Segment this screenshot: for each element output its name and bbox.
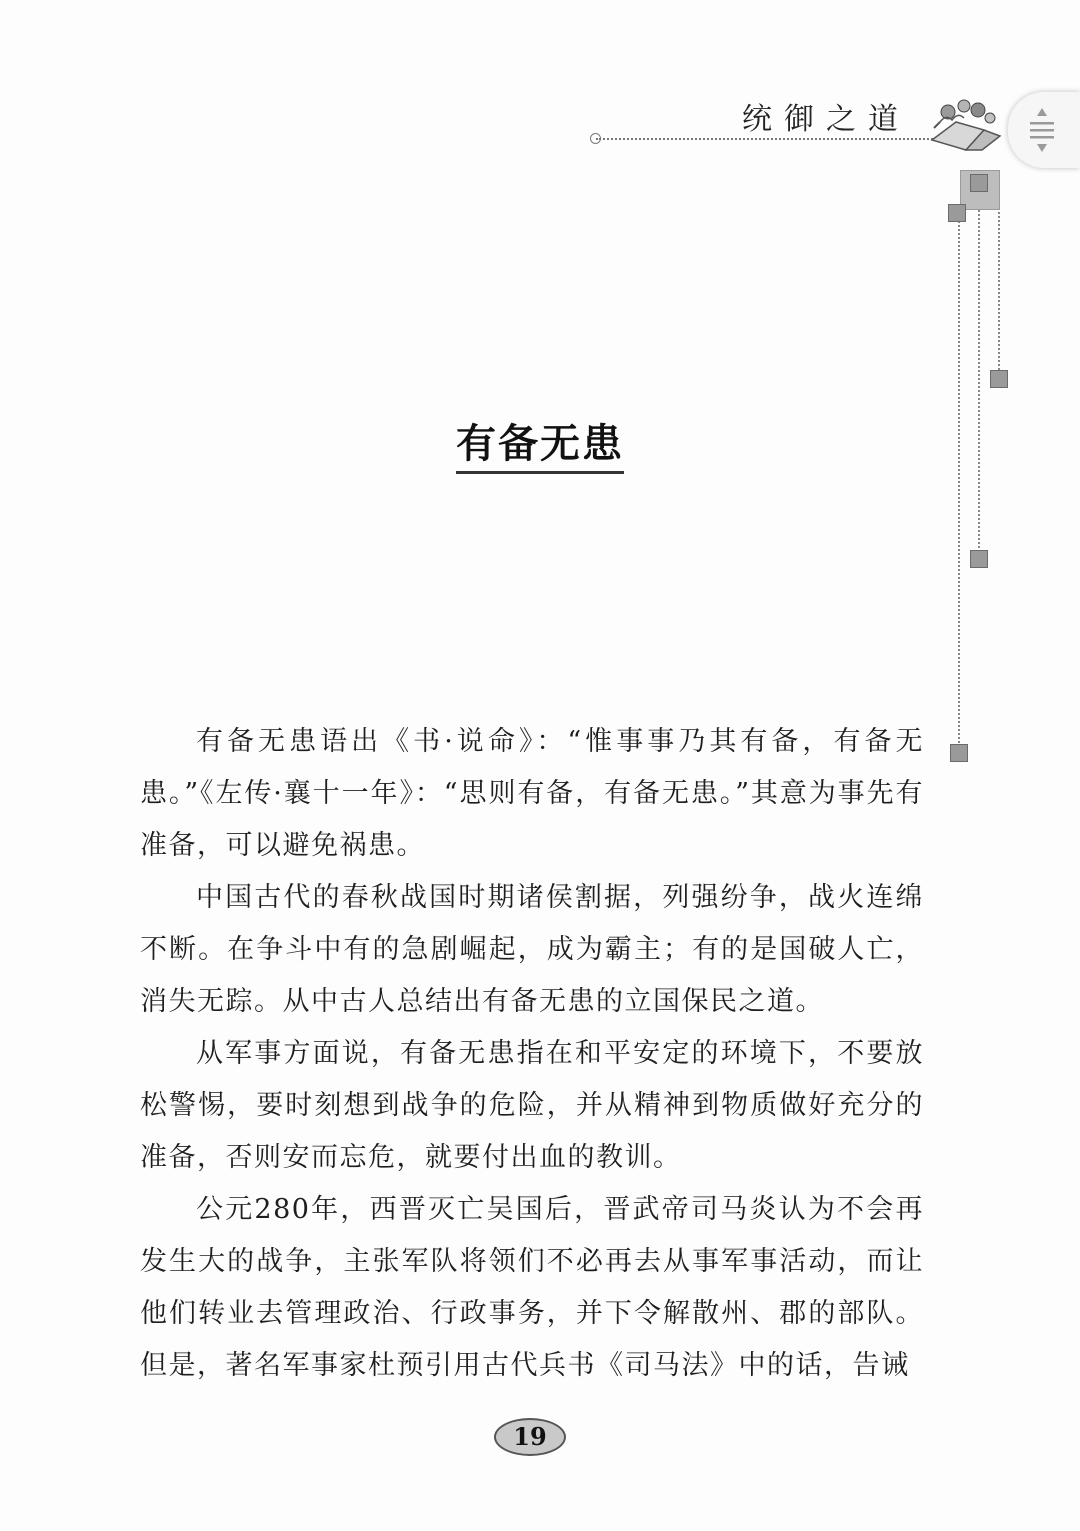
decor-square xyxy=(950,744,968,762)
decor-square xyxy=(990,370,1008,388)
decor-dotted-line-1 xyxy=(958,214,960,754)
decor-square xyxy=(970,174,988,192)
article-title-text: 有备无患 xyxy=(456,412,624,474)
paragraph: 有备无患语出《书·说命》：“惟事事乃其有备，有备无患。”《左传·襄十一年》：“思则有备，有备无患。”其意为事先有准备，可以避免祸患。 xyxy=(140,726,924,861)
scroll-menu-button[interactable] xyxy=(1008,92,1080,168)
page-number: 19 xyxy=(494,1418,566,1456)
article-body xyxy=(140,716,924,1392)
paragraph: 公元280年，西晋灭亡吴国后，晋武帝司马炎认为不会再发生大的战争，主张军队将领们不必再去从事军事活动，而让他们转业去管理政治、行政事务，并下令解散州、郡的部队。但是，著名军事家杜预引用古代兵书《司马法》中的话，告诫 xyxy=(140,1194,924,1381)
decor-square xyxy=(948,204,966,222)
paragraph: 从军事方面说，有备无患指在和平安定的环境下，不要放松警惕，要时刻想到战争的危险，并从精神到物质做好充分的准备，否则安而忘危，就要付出血的教训。 xyxy=(140,1038,924,1173)
book-flower-emblem-icon xyxy=(926,92,1006,152)
running-header-title: 统御之道 xyxy=(742,102,910,137)
paragraph: 中国古代的春秋战国时期诸侯割据，列强纷争，战火连绵不断。在争斗中有的急剧崛起，成为霸主；有的是国破人亡，消失无踪。从中古人总结出有备无患的立国保民之道。 xyxy=(140,882,924,1017)
article-title xyxy=(0,412,1080,474)
decor-square xyxy=(970,550,988,568)
scroll-menu-icon xyxy=(1008,92,1080,168)
decor-dotted-line-2 xyxy=(978,190,980,560)
decor-dotted-line-3 xyxy=(998,196,1000,378)
header-rule xyxy=(596,138,956,140)
